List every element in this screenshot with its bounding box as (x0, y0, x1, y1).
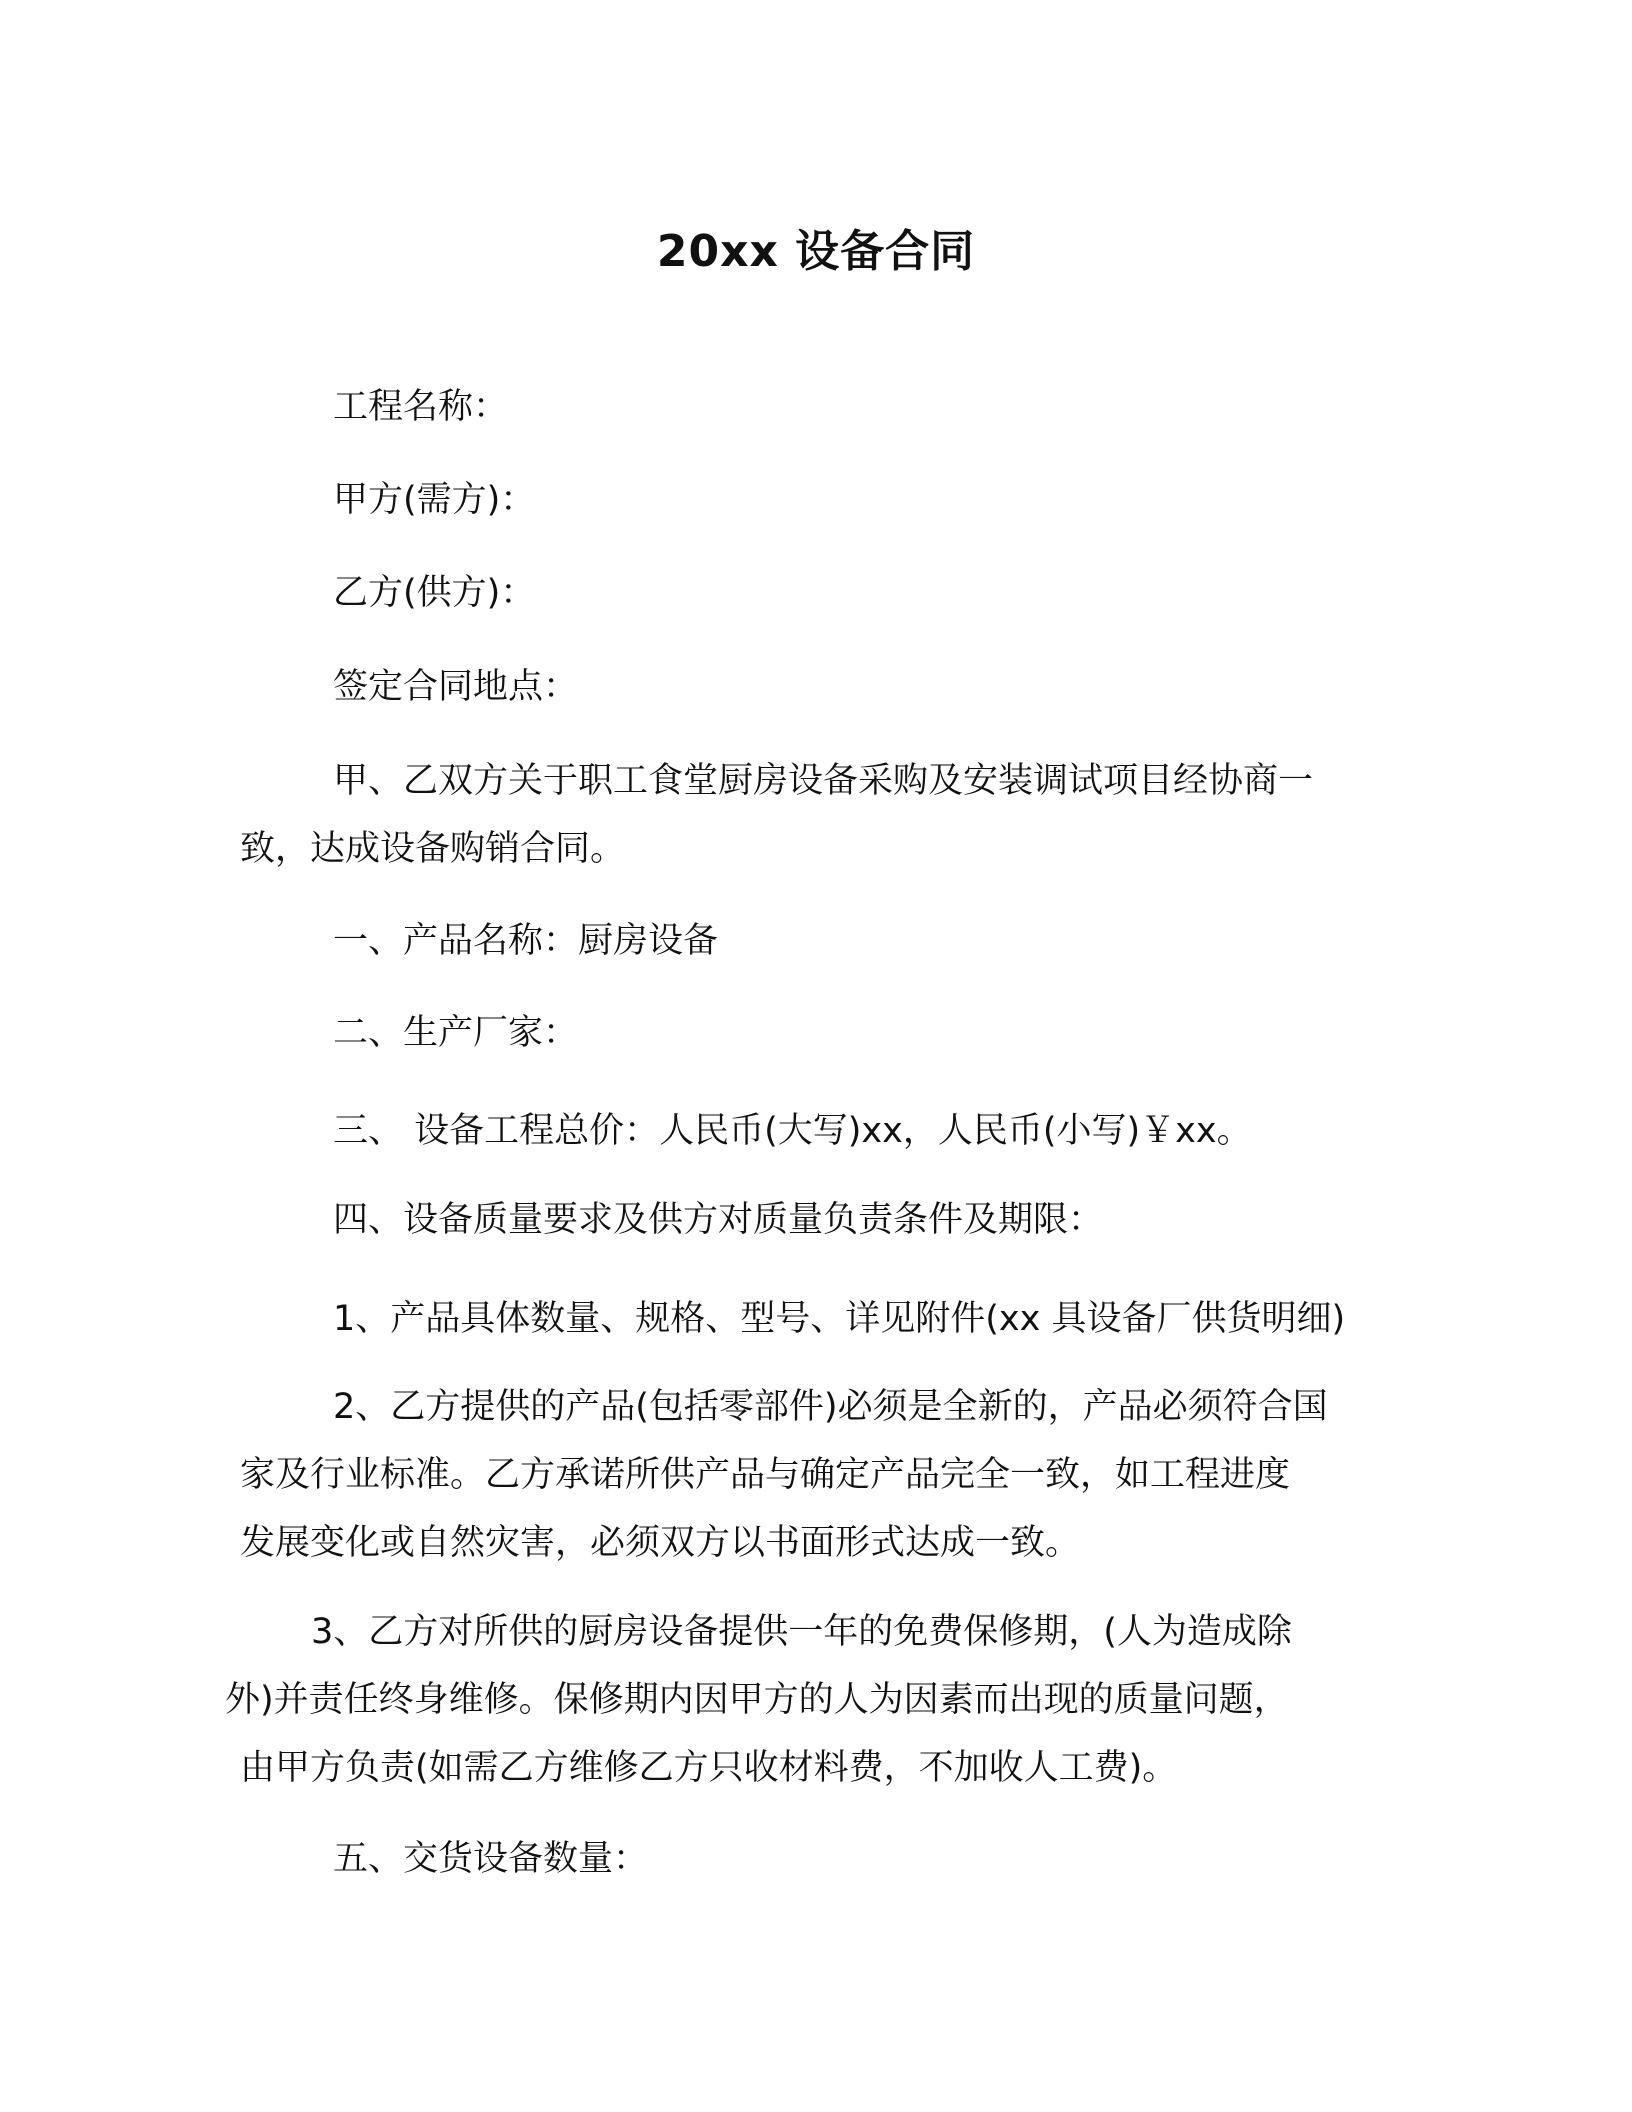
field-party-b: 乙方(供方)： (333, 573, 536, 613)
field-signing-place: 签定合同地点： (333, 667, 579, 707)
section-product-name: 一、产品名称：厨房设备 (333, 921, 719, 961)
item-3-line-1: 3、乙方对所供的厨房设备提供一年的免费保修期，(人为造成除 (311, 1612, 1292, 1652)
item-2-line-2: 家及行业标准。乙方承诺所供产品与确定产品完全一致，如工程进度 (240, 1455, 1291, 1495)
item-3-line-3: 由甲方负责(如需乙方维修乙方只收材料费，不加收人工费)。 (240, 1748, 1178, 1788)
item-3-paragraph (225, 1598, 1292, 1802)
section-delivery-quantity: 五、交货设备数量： (333, 1839, 649, 1879)
intro-paragraph (240, 747, 1313, 883)
intro-line-2: 致，达成设备购销合同。 (240, 829, 626, 869)
item-2-paragraph (240, 1373, 1328, 1577)
section-manufacturer: 二、生产厂家： (333, 1013, 579, 1053)
document-title: 20xx 设备合同 (656, 226, 976, 277)
section-quality-requirements: 四、设备质量要求及供方对质量负责条件及期限： (333, 1200, 1104, 1240)
intro-line-1: 甲、乙双方关于职工食堂厨房设备采购及安装调试项目经协商一 (333, 761, 1314, 801)
item-2-line-3: 发展变化或自然灾害，必须双方以书面形式达成一致。 (240, 1523, 1081, 1563)
field-party-a: 甲方(需方)： (333, 480, 536, 520)
section-total-price: 三、 设备工程总价：人民币(大写)xx，人民币(小写)￥xx。 (333, 1111, 1252, 1151)
item-2-line-1: 2、乙方提供的产品(包括零部件)必须是全新的，产品必须符合国 (333, 1387, 1328, 1427)
item-1: 1、产品具体数量、规格、型号、详见附件(xx 具设备厂供货明细) (333, 1299, 1346, 1339)
field-project-name: 工程名称： (333, 387, 509, 427)
item-3-line-2: 外)并责任终身维修。保修期内因甲方的人为因素而出现的质量问题， (225, 1680, 1289, 1720)
